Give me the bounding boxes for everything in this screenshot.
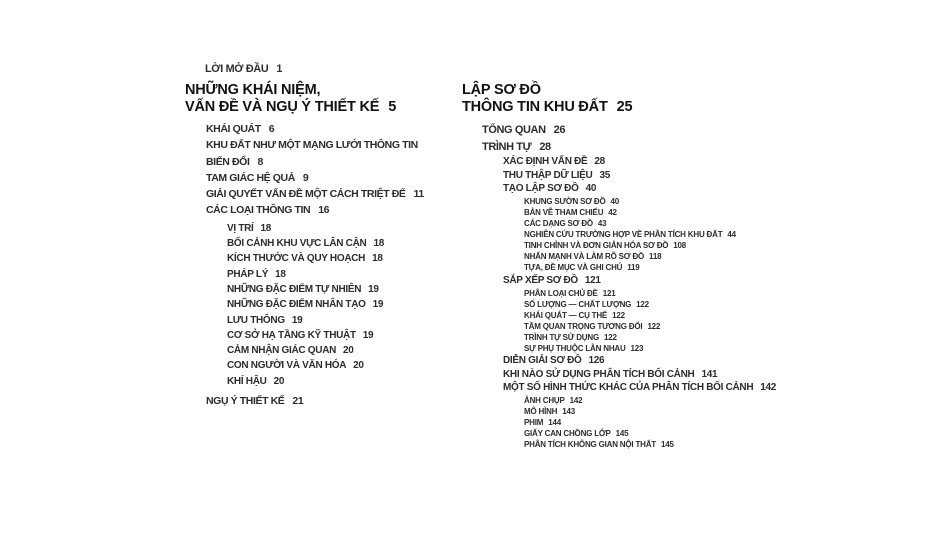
toc-entry-preface [205, 61, 485, 77]
toc-entry-page-number: 20 [353, 360, 364, 372]
toc-entry-title: KHÁI QUÁT [206, 123, 261, 135]
toc-entry [524, 417, 942, 428]
toc-entry-page-number: 26 [553, 124, 566, 136]
toc-entry [524, 439, 942, 450]
toc-entry-page-number: 43 [597, 218, 607, 228]
toc-entry [206, 202, 485, 218]
toc-entry-page-number: 122 [636, 300, 649, 309]
toc-entry-title: NHỮNG ĐẶC ĐIỂM TỰ NHIÊN [227, 283, 362, 295]
toc-entry-page-number: 44 [727, 229, 736, 239]
toc-entry [227, 328, 485, 343]
toc-entry-page-number: 145 [660, 439, 674, 449]
chapter-heading-line [462, 99, 942, 116]
toc-entry-page-number: 142 [760, 382, 777, 393]
toc-entry [524, 406, 942, 417]
toc-entry-title: DIỄN GIẢI SƠ ĐỒ [503, 355, 582, 366]
chapter-heading-line [462, 82, 942, 99]
toc-entry [524, 240, 942, 251]
toc-entry-title: CÁC DẠNG SƠ ĐỒ [524, 218, 593, 228]
toc-entry [227, 282, 485, 297]
toc-entry [524, 218, 942, 229]
toc-entry-page-number: 123 [630, 344, 644, 353]
chapter-title-text: LẬP SƠ ĐỒ [462, 82, 541, 98]
toc-entry [503, 381, 942, 395]
toc-entry [524, 288, 942, 299]
toc-entry-page-number: 19 [291, 314, 303, 326]
toc-entry-title: MÔ HÌNH [524, 406, 558, 416]
toc-entry-title: LƯU THÔNG [227, 314, 285, 326]
toc-entry-page-number: 19 [372, 299, 384, 311]
toc-entry [227, 297, 485, 312]
closing-section-list [462, 354, 942, 395]
toc-entry-page-number: 122 [612, 311, 625, 320]
toc-entry [503, 182, 942, 196]
toc-entry-page-number: 119 [627, 262, 640, 272]
toc-entry-page-number: 21 [292, 395, 304, 408]
toc-entry [524, 332, 942, 343]
toc-entry-title: GIẢI QUYẾT VẤN ĐỀ MỘT CÁCH TRIỆT ĐỂ [206, 188, 406, 201]
chapter-heading-line [185, 82, 485, 99]
section-list-left [185, 121, 485, 219]
toc-entry-title: CON NGƯỜI VÀ VĂN HÓA [227, 360, 347, 372]
chapter-title-text: THÔNG TIN KHU ĐẤT [462, 98, 608, 115]
toc-entry [206, 137, 485, 153]
toc-entry-design-implications [206, 393, 485, 409]
toc-entry-page-number: 16 [318, 204, 330, 217]
toc-entry [206, 121, 485, 137]
toc-entry-title: XÁC ĐỊNH VẤN ĐỀ [503, 156, 588, 167]
toc-entry-title: PHÂN LOẠI CHỦ ĐỀ [524, 289, 598, 298]
toc-entry-page-number: 126 [588, 355, 605, 366]
toc-entry-page-number: 19 [368, 283, 379, 295]
toc-entry [482, 139, 942, 156]
toc-entry-page-number: 145 [615, 428, 629, 438]
toc-entry-title: VỊ TRÍ [227, 222, 254, 234]
toc-entry-diagram-organization [503, 274, 942, 288]
toc-entry-page-number: 121 [602, 289, 616, 298]
toc-entry-page-number: 118 [649, 251, 662, 261]
toc-entry-title: THU THẬP DỮ LIỆU [503, 169, 593, 181]
toc-entry-title: CÁC LOẠI THÔNG TIN [206, 204, 311, 217]
other-forms-detail-list [462, 395, 942, 450]
toc-entry-page-number: 1 [276, 63, 283, 75]
chapter-heading-diagramming [462, 82, 942, 115]
toc-entry-page-number: 20 [273, 375, 285, 387]
toc-entry-title: BIẾN ĐỔI [206, 155, 250, 168]
toc-entry [482, 122, 942, 139]
toc-entry [524, 321, 942, 332]
toc-entry [206, 186, 485, 202]
chapter-heading-line [185, 99, 485, 116]
info-type-list [185, 221, 485, 389]
chapter-heading-concepts [185, 82, 485, 115]
toc-entry [227, 343, 485, 358]
toc-entry-title: SẮP XẾP SƠ ĐỒ [503, 274, 578, 286]
toc-entry-title: TỰA, ĐỀ MỤC VÀ GHI CHÚ [524, 262, 623, 272]
toc-entry-page-number: 18 [260, 222, 272, 234]
toc-entry-title: PHÁP LÝ [227, 268, 269, 280]
toc-entry [524, 251, 942, 262]
toc-entry-page-number: 11 [413, 188, 424, 201]
toc-entry-page-number: 144 [548, 417, 561, 427]
toc-entry-title: GIẤY CAN CHỒNG LỚP [524, 428, 611, 438]
toc-entry-page-number: 121 [584, 274, 601, 286]
toc-entry-page-number: 142 [569, 395, 583, 405]
toc-entry [524, 395, 942, 406]
toc-entry [227, 236, 485, 251]
toc-entry [524, 343, 942, 354]
toc-entry-title: TRÌNH TỰ [482, 140, 532, 153]
toc-entry-title: SỰ PHỤ THUỘC LẪN NHAU [524, 344, 626, 353]
toc-entry-page-number: 20 [343, 345, 354, 357]
toc-entry [524, 299, 942, 310]
toc-entry-title: BỐI CẢNH KHU VỰC LÂN CẬN [227, 238, 367, 250]
toc-entry-page-number: 42 [608, 207, 617, 217]
toc-entry-title: KHÁI QUÁT — CỤ THỂ [524, 311, 608, 320]
chapter-title-text: VẤN ĐỀ VÀ NGỤ Ý THIẾT KẾ [185, 98, 380, 115]
toc-entry-title: PHÂN TÍCH KHÔNG GIAN NỘI THẤT [524, 439, 656, 449]
toc-entry-title: LỜI MỞ ĐẦU [205, 63, 269, 75]
toc-entry-page-number: 141 [701, 368, 718, 380]
diagram-creation-detail-list [462, 196, 942, 273]
toc-entry-title: PHIM [524, 417, 544, 427]
chapter-page-number: 5 [388, 98, 397, 115]
toc-entry-title: NGỤ Ý THIẾT KẾ [206, 395, 285, 408]
toc-entry [524, 262, 942, 273]
toc-entry [227, 358, 485, 373]
toc-entry [503, 354, 942, 368]
chapter-title-text: NHỮNG KHÁI NIỆM, [185, 82, 321, 98]
chapter-page-number: 25 [616, 98, 633, 115]
toc-entry [524, 229, 942, 240]
diagram-organization-detail-list [462, 288, 942, 354]
toc-entry-page-number: 108 [673, 240, 687, 250]
toc-entry-page-number: 18 [372, 253, 383, 265]
toc-entry-page-number: 143 [562, 406, 576, 416]
toc-entry-page-number: 40 [585, 183, 597, 194]
toc-entry [227, 251, 485, 266]
toc-entry [524, 207, 942, 218]
toc-entry-title: MỘT SỐ HÌNH THỨC KHÁC CỦA PHÂN TÍCH BỐI CẢNH [503, 382, 754, 393]
toc-entry-page-number: 28 [594, 156, 605, 167]
toc-entry [503, 169, 942, 183]
toc-entry-title: CẢM NHẬN GIÁC QUAN [227, 345, 337, 357]
toc-entry [227, 374, 485, 389]
toc-entry [227, 221, 485, 236]
toc-entry-page-number: 122 [603, 333, 617, 342]
toc-entry [206, 170, 485, 186]
toc-entry-page-number: 40 [610, 196, 620, 206]
toc-entry-page-number: 18 [373, 238, 384, 250]
toc-entry-page-number: 28 [539, 140, 551, 153]
sequence-step-list [462, 155, 942, 196]
toc-entry [524, 196, 942, 207]
toc-entry-page-number: 35 [599, 169, 610, 181]
toc-entry-title: TẠO LẬP SƠ ĐỒ [503, 183, 579, 194]
toc-column-left [185, 61, 485, 409]
toc-entry-page-number: 9 [302, 171, 309, 184]
toc-entry-title: KHU ĐẤT NHƯ MỘT MẠNG LƯỚI THÔNG TIN [206, 139, 418, 152]
toc-entry [206, 154, 485, 170]
toc-entry-title: KHI NÀO SỬ DỤNG PHÂN TÍCH BỐI CẢNH [503, 368, 695, 380]
toc-entry-page-number: 19 [362, 329, 374, 341]
toc-entry-page-number: 6 [268, 123, 275, 135]
toc-entry [227, 267, 485, 282]
toc-entry-title: TAM GIÁC HỆ QUẢ [206, 171, 295, 184]
toc-entry-page-number: 18 [275, 268, 286, 280]
toc-entry-title: TRÌNH TỰ SỬ DỤNG [524, 333, 599, 342]
toc-entry [524, 310, 942, 321]
toc-entry [227, 313, 485, 328]
toc-entry [503, 368, 942, 382]
toc-entry-title: KHÍ HẬU [227, 375, 267, 387]
toc-column-right [462, 82, 942, 450]
toc-entry [503, 155, 942, 169]
toc-entry-title: NHẤN MẠNH VÀ LÀM RÕ SƠ ĐỒ [524, 251, 645, 261]
toc-entry-title: KÍCH THƯỚC VÀ QUY HOẠCH [227, 253, 366, 265]
toc-entry-title: TẦM QUAN TRỌNG TƯƠNG ĐỐI [524, 322, 643, 331]
toc-entry-title: ẢNH CHỤP [524, 395, 565, 405]
toc-entry-title: CƠ SỞ HẠ TẦNG KỸ THUẬT [227, 329, 356, 341]
toc-entry-title: BẢN VẼ THAM CHIẾU [524, 207, 604, 217]
toc-entry-title: KHUNG SƯỜN SƠ ĐỒ [524, 196, 606, 206]
toc-entry-title: TỔNG QUAN [482, 124, 546, 136]
toc-entry-title: NHỮNG ĐẶC ĐIỂM NHÂN TẠO [227, 299, 366, 311]
toc-entry [524, 428, 942, 439]
toc-entry-title: TINH CHỈNH VÀ ĐƠN GIẢN HÓA SƠ ĐỒ [524, 240, 669, 250]
toc-entry-title: SỐ LƯỢNG — CHẤT LƯỢNG [524, 300, 632, 309]
toc-entry-page-number: 8 [257, 155, 263, 168]
section-list-right [462, 122, 942, 155]
toc-entry-page-number: 122 [647, 322, 661, 331]
toc-entry-title: NGHIÊN CỨU TRƯỜNG HỢP VỀ PHÂN TÍCH KHU ĐẤT [524, 229, 723, 239]
